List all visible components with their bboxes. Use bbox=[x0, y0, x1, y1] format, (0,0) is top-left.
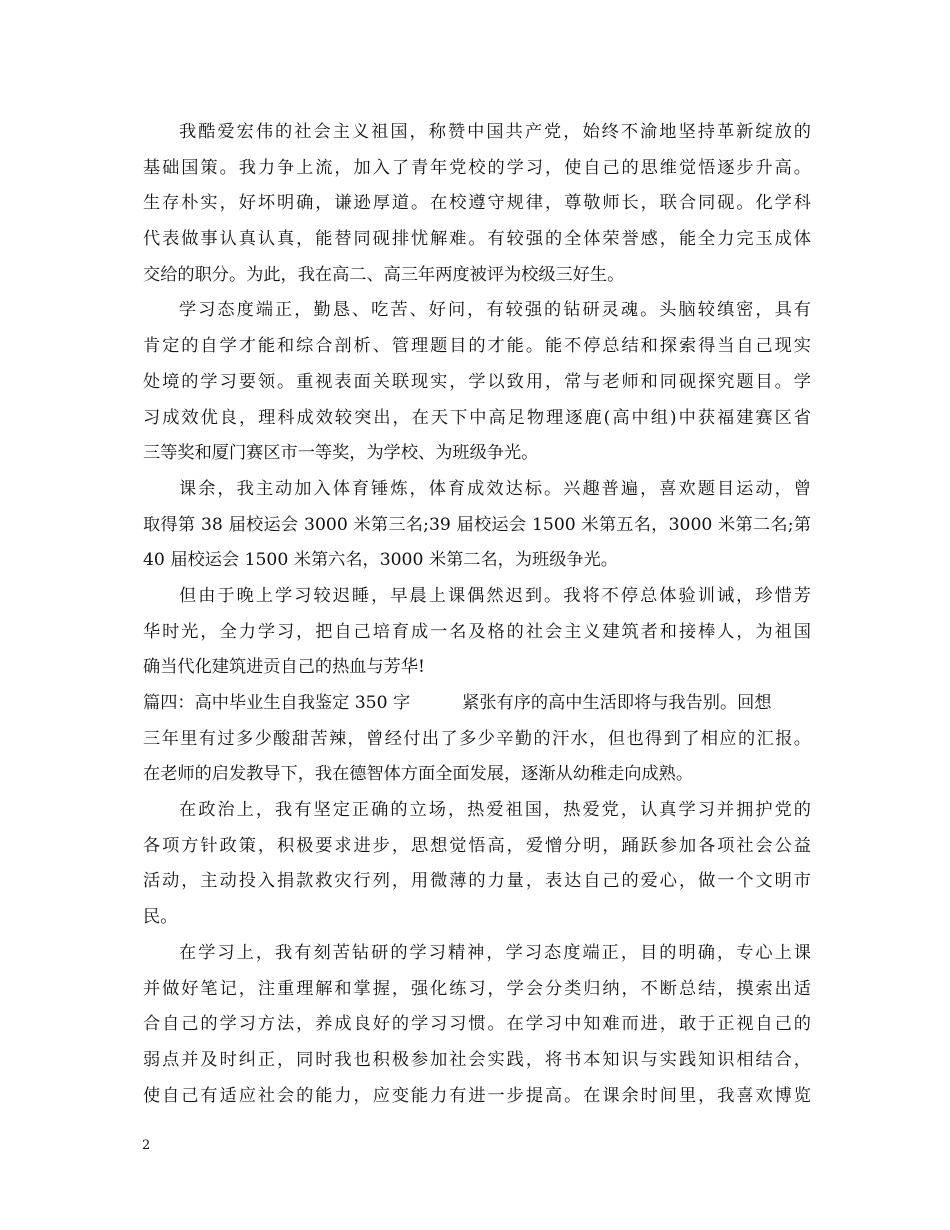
text-line: 课余，我主动加入体育锤炼，体育成效达标。兴趣普遍，喜欢题目运动，曾 bbox=[179, 478, 811, 499]
text-line: 习成效优良，理科成效较突出，在天下中高足物理逐鹿(高中组)中获福建赛区省 bbox=[143, 407, 811, 428]
text-line: 使自己有适应社会的能力，应变能力有进一步提高。在课余时间里，我喜欢博览 bbox=[143, 1085, 811, 1106]
text-line: 代表做事认真认真，能替同砚排忧解难。有较强的全体荣誉感，能全力完玉成体 bbox=[143, 229, 811, 250]
section-first-sentence: 紧张有序的高中生活即将与我告别。回想 bbox=[462, 693, 772, 713]
text-line: 合自己的学习方法，养成良好的学习习惯。在学习中知难而进，敢于正视自己的 bbox=[143, 1014, 811, 1035]
text-line: 华时光，全力学习，把自己培育成一名及格的社会主义建筑者和接棒人，为祖国 bbox=[143, 621, 811, 642]
section-heading-line bbox=[143, 686, 811, 722]
text-line: 基础国策。我力争上流，加入了青年党校的学习，使自己的思维觉悟逐步升高。 bbox=[143, 157, 811, 178]
text-line: 我酷爱宏伟的社会主义祖国，称赞中国共产党，始终不渝地坚持革新绽放的 bbox=[179, 122, 811, 142]
text-line: 各项方针政策，积极要求进步，思想觉悟高，爱憎分明，踊跃参加各项社会公益 bbox=[143, 835, 811, 856]
text-line: 学习态度端正，勤恳、吃苦、好问，有较强的钻研灵魂。头脑较缜密，具有 bbox=[179, 300, 811, 321]
page-number: 2 bbox=[142, 1138, 151, 1153]
text-line: 肯定的自学才能和综合剖析、管理题目的才能。能不停总结和探索得当自己现实 bbox=[143, 336, 811, 357]
text-line: 在政治上，我有坚定正确的立场，热爱祖国，热爱党，认真学习并拥护党的 bbox=[179, 800, 811, 821]
text-line: 活动，主动投入捐款救灾行列，用微薄的力量，表达自己的爱心，做一个文明市 bbox=[143, 871, 811, 892]
section-heading: 篇四：高中毕业生自我鉴定 350 字 bbox=[143, 693, 411, 713]
text-line: 但由于晚上学习较迟睡，早晨上课偶然迟到。我将不停总体验训诫，珍惜芳 bbox=[179, 585, 811, 606]
text-line: 确当代化建筑进贡自己的热血与芳华! bbox=[143, 657, 425, 678]
text-line: 并做好笔记，注重理解和掌握，强化练习，学会分类归纳，不断总结，摸索出适 bbox=[143, 978, 811, 999]
text-line: 在老师的启发教导下，我在德智体方面全面发展，逐渐从幼稚走向成熟。 bbox=[143, 764, 694, 785]
document-body bbox=[143, 115, 811, 1114]
text-line: 在学习上，我有刻苦钻研的学习精神，学习态度端正，目的明确，专心上课 bbox=[179, 942, 811, 963]
text-line: 三等奖和厦门赛区市一等奖，为学校、为班级争光。 bbox=[143, 443, 539, 464]
text-line: 生存朴实，好坏明确，谦逊厚道。在校遵守规律，尊敬师长，联合同砚。化学科 bbox=[143, 193, 811, 214]
text-line: 处境的学习要领。重视表面关联现实，学以致用，常与老师和同砚探究题目。学 bbox=[143, 371, 811, 392]
text-line: 40 届校运会 1500 米第六名，3000 米第二名，为班级争光。 bbox=[143, 550, 618, 571]
text-line: 交给的职分。为此，我在高二、高三年两度被评为校级三好生。 bbox=[143, 264, 625, 285]
text-line: 民。 bbox=[143, 907, 178, 928]
text-line: 取得第 38 届校运会 3000 米第三名;39 届校运会 1500 米第五名，3000 米第二名;第 bbox=[143, 514, 811, 535]
text-line: 三年里有过多少酸甜苦辣，曾经付出了多少辛勤的汗水，但也得到了相应的汇报。 bbox=[143, 728, 811, 749]
text-line: 弱点并及时纠正，同时我也积极参加社会实践，将书本知识与实践知识相结合， bbox=[143, 1049, 811, 1070]
